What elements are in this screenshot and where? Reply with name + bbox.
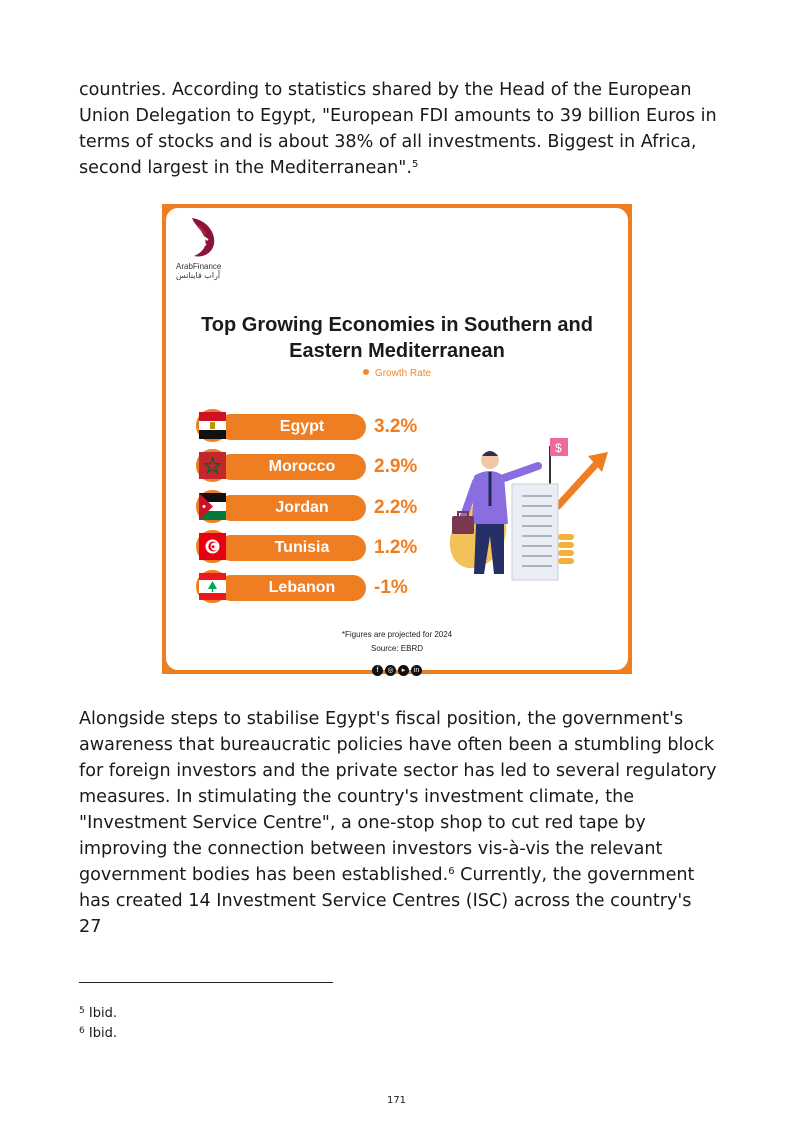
footnote-divider	[79, 982, 333, 983]
body-paragraph-2	[79, 706, 719, 940]
footnote-ref: 6	[448, 866, 455, 877]
infographic-card	[166, 208, 628, 674]
footnote-ref: 5	[412, 159, 419, 170]
logo-text-en: ArabFinance	[176, 262, 222, 271]
country-bar: Egypt	[218, 414, 366, 440]
arabfinance-logo	[176, 214, 246, 280]
instagram-icon: ◎	[385, 665, 396, 676]
footnote-number: 5	[79, 1006, 85, 1016]
linkedin-icon: in	[411, 665, 422, 676]
facebook-icon: f	[372, 665, 383, 676]
egypt-flag-icon	[196, 409, 229, 442]
legend-dot-icon	[363, 369, 369, 375]
footnote	[79, 1025, 117, 1043]
country-bar: Morocco	[218, 454, 366, 480]
legend-label: Growth Rate	[374, 368, 432, 379]
youtube-icon: ▸	[398, 665, 409, 676]
legend	[166, 368, 628, 379]
growth-value: 2.2%	[374, 496, 418, 518]
footnote-text: Ibid.	[88, 1026, 117, 1041]
businessman-illustration	[438, 426, 618, 586]
body-paragraph-1	[79, 77, 719, 181]
footnote-text: Ibid.	[88, 1006, 117, 1021]
growth-value: 1.2%	[374, 536, 418, 558]
social-icons	[166, 657, 628, 676]
country-bar: Jordan	[218, 495, 366, 521]
growth-value: 3.2%	[374, 416, 418, 437]
footnote-number: 6	[79, 1026, 85, 1036]
page-number: 171	[386, 1095, 407, 1106]
logo-mark-icon	[184, 214, 224, 260]
jordan-flag-icon	[196, 490, 229, 523]
footnote	[79, 1005, 117, 1023]
logo-text-ar: أراب فاينانس	[176, 271, 221, 280]
infographic-title	[166, 312, 628, 364]
svg-text:$: $	[555, 441, 562, 455]
country-bar: Tunisia	[218, 535, 366, 561]
infographic-figure	[162, 204, 632, 674]
lebanon-flag-icon	[196, 570, 229, 603]
source-label: Source: EBRD	[370, 644, 424, 653]
tunisia-flag-icon	[196, 530, 229, 563]
growth-value: 2.9%	[374, 456, 418, 478]
morocco-flag-icon	[196, 449, 229, 482]
country-bar: Lebanon	[218, 575, 366, 601]
paragraph-text: Alongside steps to stabilise Egypt's fiscal position, the government's awareness that bureaucratic policies have often been a stumbling block for foreign investors and the private sector has led to several regulatory measures. In stimulating the country's investment climate, the "Investment Service Centre", a one-stop shop to cut red tape by improving the connection between investors vis-à-vis the relevant government bodies has been established.	[79, 709, 717, 885]
footnote-projection: *Figures are projected for 2024	[341, 630, 453, 639]
title-text: Top Growing Economies in Southern and Eastern Mediterranean	[201, 314, 593, 362]
paragraph-text: countries. According to statistics shared by the Head of the European Union Delegation to Egypt, "European FDI amounts to 39 billion Euros in terms of stocks and is about 38% of all investments. Biggest in Africa, second largest in the Mediterranean".	[79, 80, 717, 178]
paragraph-text-continued: Currently, the government has created 14 Investment Service Centres (ISC) across the country's 27	[79, 865, 695, 937]
growth-value: -1%	[374, 577, 408, 599]
